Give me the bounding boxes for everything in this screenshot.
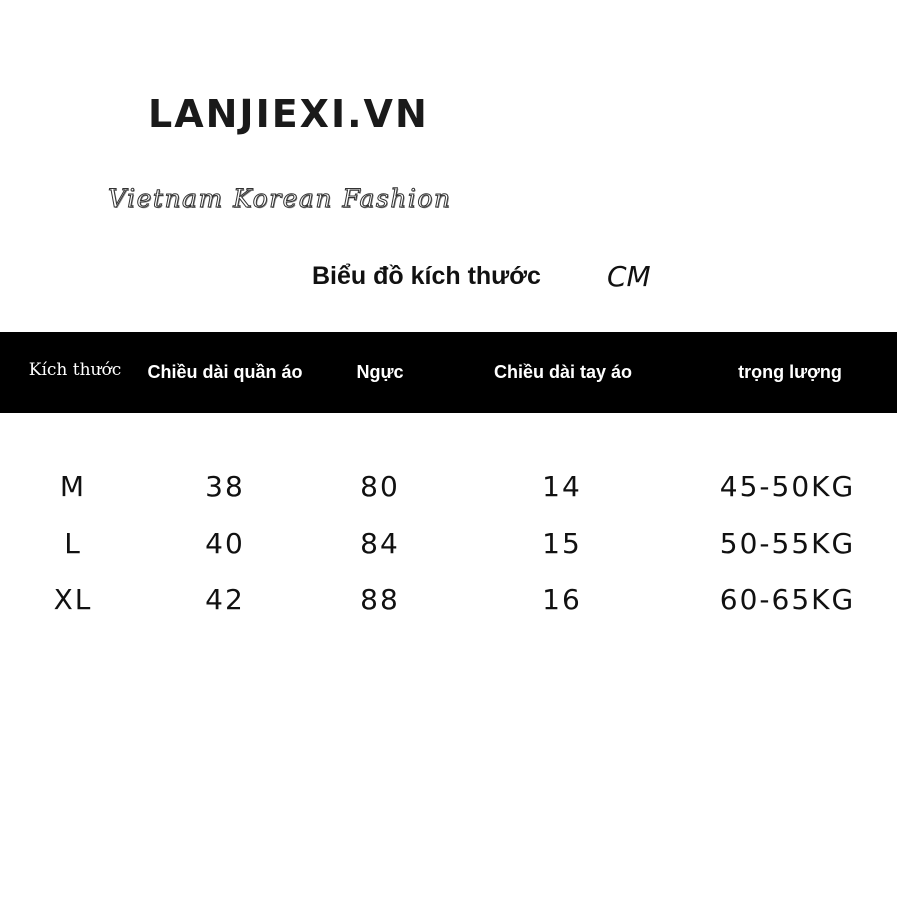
sleeve-length-cell: 14	[542, 470, 582, 503]
table-header	[0, 332, 897, 413]
garment-length-cell: 42	[205, 583, 245, 616]
header-garment-length: Chiều dài quần áo	[147, 362, 303, 382]
size-cell: L	[64, 526, 82, 560]
weight-cell: 60-65KG	[719, 583, 856, 616]
brand-tagline: Vietnam Korean Fashion	[108, 184, 452, 213]
table-row	[0, 583, 897, 640]
size-chart-title: Biểu đồ kích thước	[312, 262, 541, 290]
header-weight: trọng lượng	[738, 362, 842, 382]
sleeve-length-cell: 16	[542, 583, 582, 616]
chest-cell: 88	[360, 583, 400, 616]
garment-length-cell: 38	[205, 470, 245, 503]
size-cell: XL	[53, 583, 93, 616]
header-chest: Ngực	[356, 362, 404, 382]
size-table-body	[0, 470, 897, 640]
sleeve-length-cell: 15	[542, 526, 582, 560]
unit-label: CM	[607, 260, 651, 293]
weight-cell: 45-50KG	[719, 470, 856, 503]
header-sleeve-length: Chiều dài tay áo	[493, 362, 633, 382]
garment-length-cell: 40	[205, 526, 245, 560]
size-cell: M	[59, 470, 87, 503]
table-row	[0, 527, 897, 584]
brand-logo: LANJIEXI.VN	[148, 92, 429, 136]
chest-cell: 80	[360, 470, 400, 503]
table-row	[0, 470, 897, 527]
header-size: Kích thước	[28, 360, 122, 380]
chest-cell: 84	[360, 526, 400, 560]
weight-cell: 50-55KG	[719, 526, 856, 560]
